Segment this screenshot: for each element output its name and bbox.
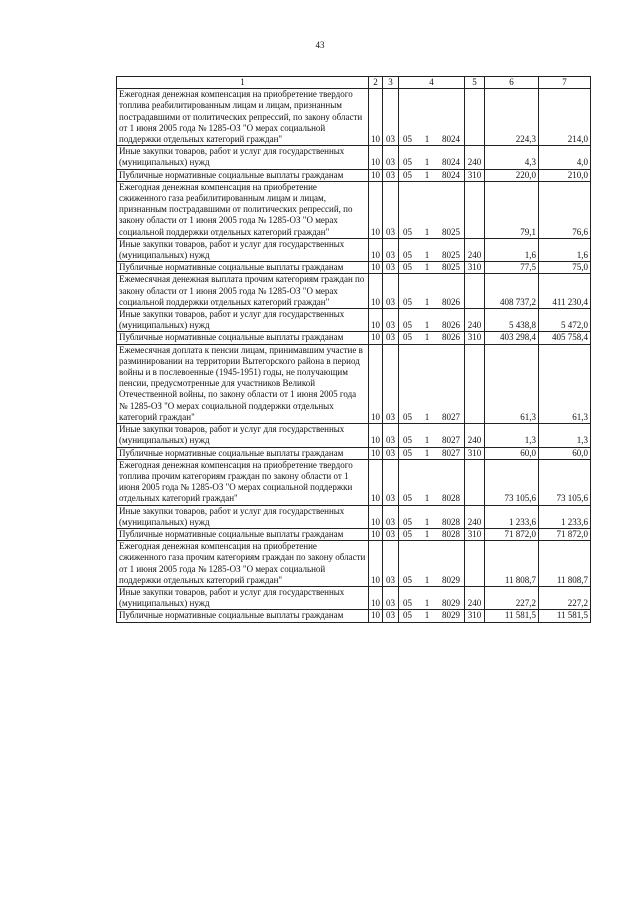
section-code-cell: 10 bbox=[369, 262, 383, 274]
table-row bbox=[117, 586, 591, 609]
direction-code: 8028 bbox=[442, 493, 460, 504]
target-article-cell bbox=[399, 541, 465, 587]
target-article-cell bbox=[399, 238, 465, 261]
target-article-cell bbox=[399, 89, 465, 146]
amount-year1-cell: 1,3 bbox=[485, 424, 539, 447]
header-cell: 7 bbox=[539, 77, 591, 89]
expense-type-cell: 240 bbox=[465, 424, 485, 447]
program-code: 05 bbox=[403, 493, 412, 504]
direction-code: 8029 bbox=[442, 598, 460, 609]
expense-type-cell: 310 bbox=[465, 610, 485, 622]
subsection-code-cell: 03 bbox=[383, 610, 399, 622]
subsection-code-cell: 03 bbox=[383, 274, 399, 309]
section-code-cell: 10 bbox=[369, 146, 383, 169]
target-article-cell bbox=[399, 528, 465, 540]
program-code: 05 bbox=[403, 320, 412, 331]
section-code-cell: 10 bbox=[369, 89, 383, 146]
subprogram-code: 1 bbox=[424, 262, 430, 273]
section-code-cell: 10 bbox=[369, 459, 383, 505]
section-code-cell: 10 bbox=[369, 309, 383, 332]
header-cell: 6 bbox=[485, 77, 539, 89]
amount-year1-cell: 11 808,7 bbox=[485, 541, 539, 587]
subprogram-code: 1 bbox=[424, 493, 430, 504]
subsection-code-cell: 03 bbox=[383, 344, 399, 423]
subsection-code-cell: 03 bbox=[383, 447, 399, 459]
target-article-cell bbox=[399, 586, 465, 609]
row-name-cell: Иные закупки товаров, работ и услуг для государственных (муниципальных) нужд bbox=[117, 146, 369, 169]
row-name-cell: Публичные нормативные социальные выплаты гражданам bbox=[117, 262, 369, 274]
subprogram-code: 1 bbox=[424, 250, 430, 261]
header-cell: 5 bbox=[465, 77, 485, 89]
program-code: 05 bbox=[403, 296, 412, 307]
row-name-cell: Публичные нормативные социальные выплаты гражданам bbox=[117, 528, 369, 540]
program-code: 05 bbox=[403, 262, 412, 273]
direction-code: 8027 bbox=[442, 435, 460, 446]
target-article-cell bbox=[399, 332, 465, 344]
program-code: 05 bbox=[403, 250, 412, 261]
section-code-cell: 10 bbox=[369, 610, 383, 622]
row-name-cell: Иные закупки товаров, работ и услуг для государственных (муниципальных) нужд bbox=[117, 238, 369, 261]
amount-year2-cell: 405 758,4 bbox=[539, 332, 591, 344]
amount-year2-cell: 4,0 bbox=[539, 146, 591, 169]
row-name-cell: Ежегодная денежная компенсация на приобретение твердого топлива прочим категориям граждан по закону области от 1 июня 2005 года № 1285-ОЗ "О мерах социальной поддержки отдельных категорий граждан" bbox=[117, 459, 369, 505]
table-row bbox=[117, 169, 591, 181]
table-row bbox=[117, 309, 591, 332]
header-cell: 1 bbox=[117, 77, 369, 89]
amount-year2-cell: 11 808,7 bbox=[539, 541, 591, 587]
target-article-cell bbox=[399, 262, 465, 274]
table-row bbox=[117, 447, 591, 459]
amount-year1-cell: 408 737,2 bbox=[485, 274, 539, 309]
program-code: 05 bbox=[403, 447, 412, 458]
table-row bbox=[117, 344, 591, 423]
expense-type-cell bbox=[465, 274, 485, 309]
amount-year2-cell: 1,6 bbox=[539, 238, 591, 261]
section-code-cell: 10 bbox=[369, 274, 383, 309]
subsection-code-cell: 03 bbox=[383, 262, 399, 274]
section-code-cell: 10 bbox=[369, 528, 383, 540]
amount-year2-cell: 210,0 bbox=[539, 169, 591, 181]
expense-type-cell bbox=[465, 181, 485, 238]
subsection-code-cell: 03 bbox=[383, 89, 399, 146]
table-row bbox=[117, 424, 591, 447]
page-number: 43 bbox=[315, 40, 325, 50]
row-name-cell: Ежегодная денежная компенсация на приобретение сжиженного газа прочим категориям граждан по закону области от 1 июня 2005 года № 1285-ОЗ "О мерах социальной поддержки отдельных категорий граждан" bbox=[117, 541, 369, 587]
amount-year1-cell: 227,2 bbox=[485, 586, 539, 609]
direction-code: 8029 bbox=[442, 610, 460, 621]
expense-type-cell bbox=[465, 89, 485, 146]
table-row bbox=[117, 274, 591, 309]
program-code: 05 bbox=[403, 169, 412, 180]
subprogram-code: 1 bbox=[424, 134, 430, 145]
amount-year1-cell: 403 298,4 bbox=[485, 332, 539, 344]
amount-year2-cell: 227,2 bbox=[539, 586, 591, 609]
direction-code: 8026 bbox=[442, 320, 460, 331]
program-code: 05 bbox=[403, 435, 412, 446]
direction-code: 8028 bbox=[442, 516, 460, 527]
section-code-cell: 10 bbox=[369, 424, 383, 447]
row-name-cell: Иные закупки товаров, работ и услуг для государственных (муниципальных) нужд bbox=[117, 424, 369, 447]
subprogram-code: 1 bbox=[424, 610, 430, 621]
target-article-cell bbox=[399, 309, 465, 332]
section-code-cell: 10 bbox=[369, 181, 383, 238]
target-article-cell bbox=[399, 424, 465, 447]
target-article-cell bbox=[399, 459, 465, 505]
direction-code: 8024 bbox=[442, 157, 460, 168]
subsection-code-cell: 03 bbox=[383, 505, 399, 528]
row-name-cell: Иные закупки товаров, работ и услуг для государственных (муниципальных) нужд bbox=[117, 505, 369, 528]
table-row bbox=[117, 181, 591, 238]
section-code-cell: 10 bbox=[369, 586, 383, 609]
expense-type-cell: 240 bbox=[465, 238, 485, 261]
header-cell: 3 bbox=[383, 77, 399, 89]
target-article-cell bbox=[399, 146, 465, 169]
target-article-cell bbox=[399, 274, 465, 309]
amount-year1-cell: 1 233,6 bbox=[485, 505, 539, 528]
program-code: 05 bbox=[403, 528, 412, 539]
target-article-cell bbox=[399, 169, 465, 181]
subprogram-code: 1 bbox=[424, 435, 430, 446]
expense-type-cell bbox=[465, 459, 485, 505]
section-code-cell: 10 bbox=[369, 238, 383, 261]
amount-year2-cell: 411 230,4 bbox=[539, 274, 591, 309]
expense-type-cell: 310 bbox=[465, 169, 485, 181]
target-article-cell bbox=[399, 505, 465, 528]
table-row bbox=[117, 610, 591, 622]
subsection-code-cell: 03 bbox=[383, 541, 399, 587]
amount-year1-cell: 224,3 bbox=[485, 89, 539, 146]
amount-year1-cell: 1,6 bbox=[485, 238, 539, 261]
direction-code: 8029 bbox=[442, 574, 460, 585]
amount-year1-cell: 61,3 bbox=[485, 344, 539, 423]
subprogram-code: 1 bbox=[424, 332, 430, 343]
subsection-code-cell: 03 bbox=[383, 586, 399, 609]
amount-year1-cell: 4,3 bbox=[485, 146, 539, 169]
direction-code: 8028 bbox=[442, 528, 460, 539]
direction-code: 8027 bbox=[442, 411, 460, 422]
subsection-code-cell: 03 bbox=[383, 181, 399, 238]
subsection-code-cell: 03 bbox=[383, 528, 399, 540]
header-cell: 2 bbox=[369, 77, 383, 89]
direction-code: 8025 bbox=[442, 250, 460, 261]
subsection-code-cell: 03 bbox=[383, 169, 399, 181]
program-code: 05 bbox=[403, 411, 412, 422]
subprogram-code: 1 bbox=[424, 447, 430, 458]
direction-code: 8025 bbox=[442, 226, 460, 237]
subsection-code-cell: 03 bbox=[383, 424, 399, 447]
amount-year1-cell: 79,1 bbox=[485, 181, 539, 238]
table-row bbox=[117, 505, 591, 528]
subsection-code-cell: 03 bbox=[383, 332, 399, 344]
program-code: 05 bbox=[403, 134, 412, 145]
table-row bbox=[117, 528, 591, 540]
program-code: 05 bbox=[403, 226, 412, 237]
subprogram-code: 1 bbox=[424, 411, 430, 422]
subprogram-code: 1 bbox=[424, 157, 430, 168]
subsection-code-cell: 03 bbox=[383, 459, 399, 505]
table-header-row bbox=[117, 77, 591, 89]
row-name-cell: Ежемесячная денежная выплата прочим категориям граждан по закону области от 1 июня 2005 года № 1285-ОЗ "О мерах социальной поддержки отдельных категорий граждан" bbox=[117, 274, 369, 309]
expense-type-cell: 310 bbox=[465, 528, 485, 540]
direction-code: 8026 bbox=[442, 296, 460, 307]
subprogram-code: 1 bbox=[424, 516, 430, 527]
subprogram-code: 1 bbox=[424, 574, 430, 585]
expense-type-cell: 310 bbox=[465, 332, 485, 344]
amount-year2-cell: 11 581,5 bbox=[539, 610, 591, 622]
amount-year1-cell: 60,0 bbox=[485, 447, 539, 459]
section-code-cell: 10 bbox=[369, 541, 383, 587]
row-name-cell: Публичные нормативные социальные выплаты гражданам bbox=[117, 610, 369, 622]
expense-type-cell: 310 bbox=[465, 447, 485, 459]
expense-type-cell: 240 bbox=[465, 146, 485, 169]
expense-type-cell: 240 bbox=[465, 505, 485, 528]
amount-year1-cell: 77,5 bbox=[485, 262, 539, 274]
amount-year2-cell: 73 105,6 bbox=[539, 459, 591, 505]
direction-code: 8024 bbox=[442, 134, 460, 145]
row-name-cell: Иные закупки товаров, работ и услуг для государственных (муниципальных) нужд bbox=[117, 586, 369, 609]
program-code: 05 bbox=[403, 516, 412, 527]
expense-type-cell: 310 bbox=[465, 262, 485, 274]
target-article-cell bbox=[399, 610, 465, 622]
row-name-cell: Публичные нормативные социальные выплаты гражданам bbox=[117, 447, 369, 459]
amount-year2-cell: 5 472,0 bbox=[539, 309, 591, 332]
table-row bbox=[117, 89, 591, 146]
row-name-cell: Ежемесячная доплата к пенсии лицам, принимавшим участие в разминировании на территории Вытегорского района в период войны и в послевоенные (1945-1951) годы, не получающим пенсии, предусмотренные для участников Великой Отечественной войны, по закону области от 1 июня 2005 года № 1285-ОЗ "О мерах социальной поддержки отдельных категорий граждан" bbox=[117, 344, 369, 423]
program-code: 05 bbox=[403, 598, 412, 609]
header-cell: 4 bbox=[399, 77, 465, 89]
subprogram-code: 1 bbox=[424, 320, 430, 331]
table-row bbox=[117, 459, 591, 505]
subprogram-code: 1 bbox=[424, 169, 430, 180]
row-name-cell: Ежегодная денежная компенсация на приобретение сжиженного газа реабилитированным лицам и лицам, признанным пострадавшими от политических репрессий, по закону области от 1 июня 2005 года № 1285-ОЗ "О мерах социальной поддержки отдельных категорий граждан" bbox=[117, 181, 369, 238]
expense-type-cell: 240 bbox=[465, 586, 485, 609]
expense-type-cell bbox=[465, 344, 485, 423]
program-code: 05 bbox=[403, 610, 412, 621]
section-code-cell: 10 bbox=[369, 505, 383, 528]
amount-year1-cell: 11 581,5 bbox=[485, 610, 539, 622]
direction-code: 8027 bbox=[442, 447, 460, 458]
row-name-cell: Публичные нормативные социальные выплаты гражданам bbox=[117, 169, 369, 181]
program-code: 05 bbox=[403, 332, 412, 343]
amount-year2-cell: 76,6 bbox=[539, 181, 591, 238]
amount-year1-cell: 73 105,6 bbox=[485, 459, 539, 505]
table-row bbox=[117, 262, 591, 274]
subsection-code-cell: 03 bbox=[383, 309, 399, 332]
amount-year2-cell: 71 872,0 bbox=[539, 528, 591, 540]
amount-year1-cell: 71 872,0 bbox=[485, 528, 539, 540]
expense-type-cell: 240 bbox=[465, 309, 485, 332]
row-name-cell: Публичные нормативные социальные выплаты гражданам bbox=[117, 332, 369, 344]
target-article-cell bbox=[399, 344, 465, 423]
subsection-code-cell: 03 bbox=[383, 238, 399, 261]
direction-code: 8025 bbox=[442, 262, 460, 273]
amount-year2-cell: 1 233,6 bbox=[539, 505, 591, 528]
program-code: 05 bbox=[403, 574, 412, 585]
amount-year1-cell: 5 438,8 bbox=[485, 309, 539, 332]
amount-year2-cell: 75,0 bbox=[539, 262, 591, 274]
amount-year2-cell: 214,0 bbox=[539, 89, 591, 146]
table-row bbox=[117, 238, 591, 261]
row-name-cell: Иные закупки товаров, работ и услуг для государственных (муниципальных) нужд bbox=[117, 309, 369, 332]
target-article-cell bbox=[399, 181, 465, 238]
table-row bbox=[117, 146, 591, 169]
section-code-cell: 10 bbox=[369, 344, 383, 423]
program-code: 05 bbox=[403, 157, 412, 168]
amount-year2-cell: 60,0 bbox=[539, 447, 591, 459]
subprogram-code: 1 bbox=[424, 598, 430, 609]
section-code-cell: 10 bbox=[369, 169, 383, 181]
section-code-cell: 10 bbox=[369, 332, 383, 344]
subsection-code-cell: 03 bbox=[383, 146, 399, 169]
row-name-cell: Ежегодная денежная компенсация на приобретение твердого топлива реабилитированным лицам и лицам, признанным пострадавшими от политических репрессий, по закону области от 1 июня 2005 года № 1285-ОЗ "О мерах социальной поддержки отдельных категорий граждан" bbox=[117, 89, 369, 146]
direction-code: 8024 bbox=[442, 169, 460, 180]
direction-code: 8026 bbox=[442, 332, 460, 343]
subprogram-code: 1 bbox=[424, 528, 430, 539]
table-row bbox=[117, 541, 591, 587]
amount-year1-cell: 220,0 bbox=[485, 169, 539, 181]
table-row bbox=[117, 332, 591, 344]
section-code-cell: 10 bbox=[369, 447, 383, 459]
expense-type-cell bbox=[465, 541, 485, 587]
amount-year2-cell: 1,3 bbox=[539, 424, 591, 447]
subprogram-code: 1 bbox=[424, 296, 430, 307]
subprogram-code: 1 bbox=[424, 226, 430, 237]
target-article-cell bbox=[399, 447, 465, 459]
budget-table bbox=[116, 76, 591, 623]
amount-year2-cell: 61,3 bbox=[539, 344, 591, 423]
